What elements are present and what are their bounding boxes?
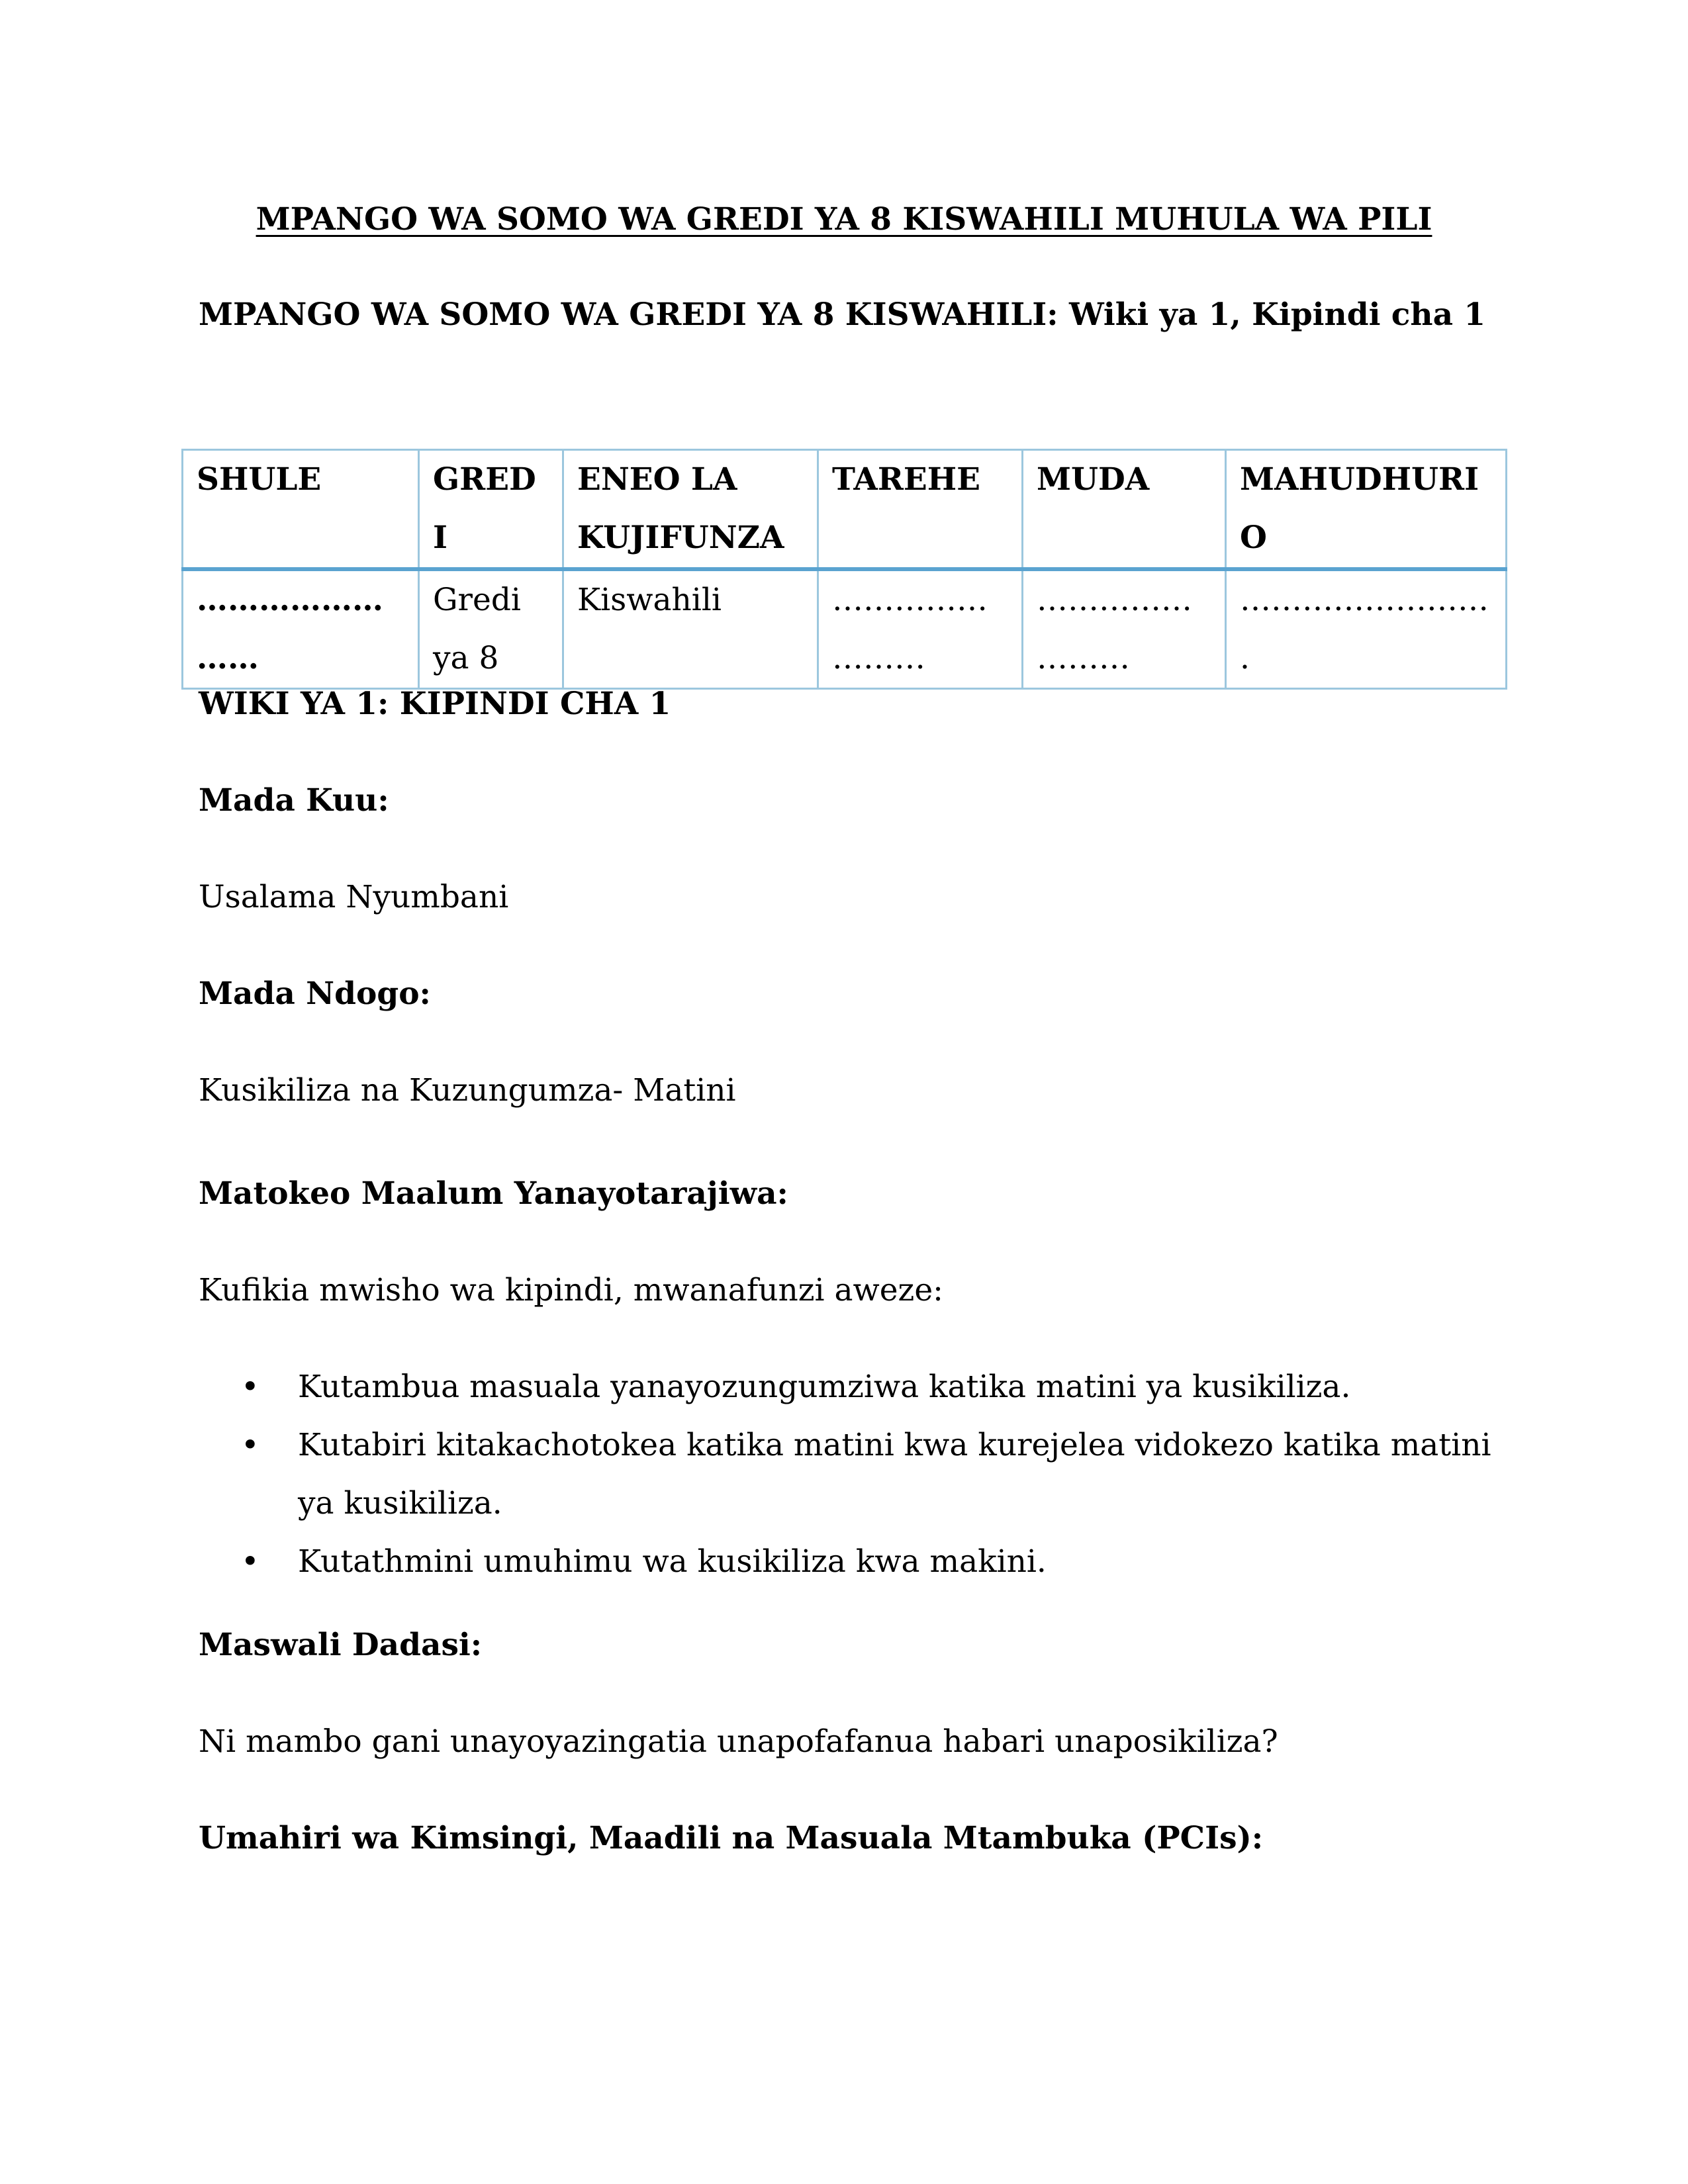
mada-kuu-label: Mada Kuu:: [199, 782, 389, 819]
list-item: [199, 1358, 1509, 1416]
bullet-icon: •: [241, 1427, 259, 1463]
cell-mahudhurio: …………………….: [1226, 569, 1507, 689]
header-mahudhurio: MAHUDHURIO: [1226, 450, 1507, 570]
week-heading: WIKI YA 1: KIPINDI CHA 1: [199, 686, 671, 722]
bullet-icon: •: [241, 1543, 259, 1580]
list-item: [199, 1416, 1509, 1533]
mada-ndogo-label: Mada Ndogo:: [199, 976, 431, 1012]
table-row: [183, 569, 1507, 689]
cell-gredi: Gredi ya 8: [419, 569, 563, 689]
cell-shule: ……………………: [183, 569, 419, 689]
lesson-subtitle: MPANGO WA SOMO WA GREDI YA 8 KISWAHILI: Wiki ya 1, Kipindi cha 1: [199, 296, 1486, 333]
table-header-row: [183, 450, 1507, 570]
list-item-text: Kutabiri kitakachotokea katika matini kwa kurejelea vidokezo katika matini ya kusikiliza.: [298, 1427, 1491, 1522]
maswali-label: Maswali Dadasi:: [199, 1627, 483, 1663]
bullet-icon: •: [241, 1369, 259, 1405]
header-eneo-la-kujifunza: ENEO LA KUJIFUNZA: [563, 450, 818, 570]
mada-ndogo-value: Kusikiliza na Kuzungumza- Matini: [199, 1072, 736, 1109]
matokeo-label: Matokeo Maalum Yanayotarajiwa:: [199, 1175, 788, 1212]
umahiri-label: Umahiri wa Kimsingi, Maadili na Masuala Mtambuka (PCIs):: [199, 1820, 1264, 1856]
document-title: MPANGO WA SOMO WA GREDI YA 8 KISWAHILI MUHULA WA PILI: [256, 201, 1432, 238]
cell-muda: ……………………: [1023, 569, 1226, 689]
list-item: [199, 1533, 1509, 1591]
cell-tarehe: ……………………: [818, 569, 1023, 689]
header-tarehe: TAREHE: [818, 450, 1023, 570]
lesson-info-table: [181, 449, 1507, 690]
list-item-text: Kutathmini umuhimu wa kusikiliza kwa makini.: [298, 1543, 1047, 1580]
mada-kuu-value: Usalama Nyumbani: [199, 879, 509, 915]
list-item-text: Kutambua masuala yanayozungumziwa katika matini ya kusikiliza.: [298, 1369, 1351, 1405]
header-gredi: GREDI: [419, 450, 563, 570]
header-muda: MUDA: [1023, 450, 1226, 570]
matokeo-intro: Kufikia mwisho wa kipindi, mwanafunzi aweze:: [199, 1272, 943, 1308]
maswali-value: Ni mambo gani unayoyazingatia unapofafanua habari unaposikiliza?: [199, 1723, 1278, 1760]
cell-eneo-la-kujifunza: Kiswahili: [563, 569, 818, 689]
outcomes-list: [199, 1358, 1509, 1591]
header-shule: SHULE: [183, 450, 419, 570]
